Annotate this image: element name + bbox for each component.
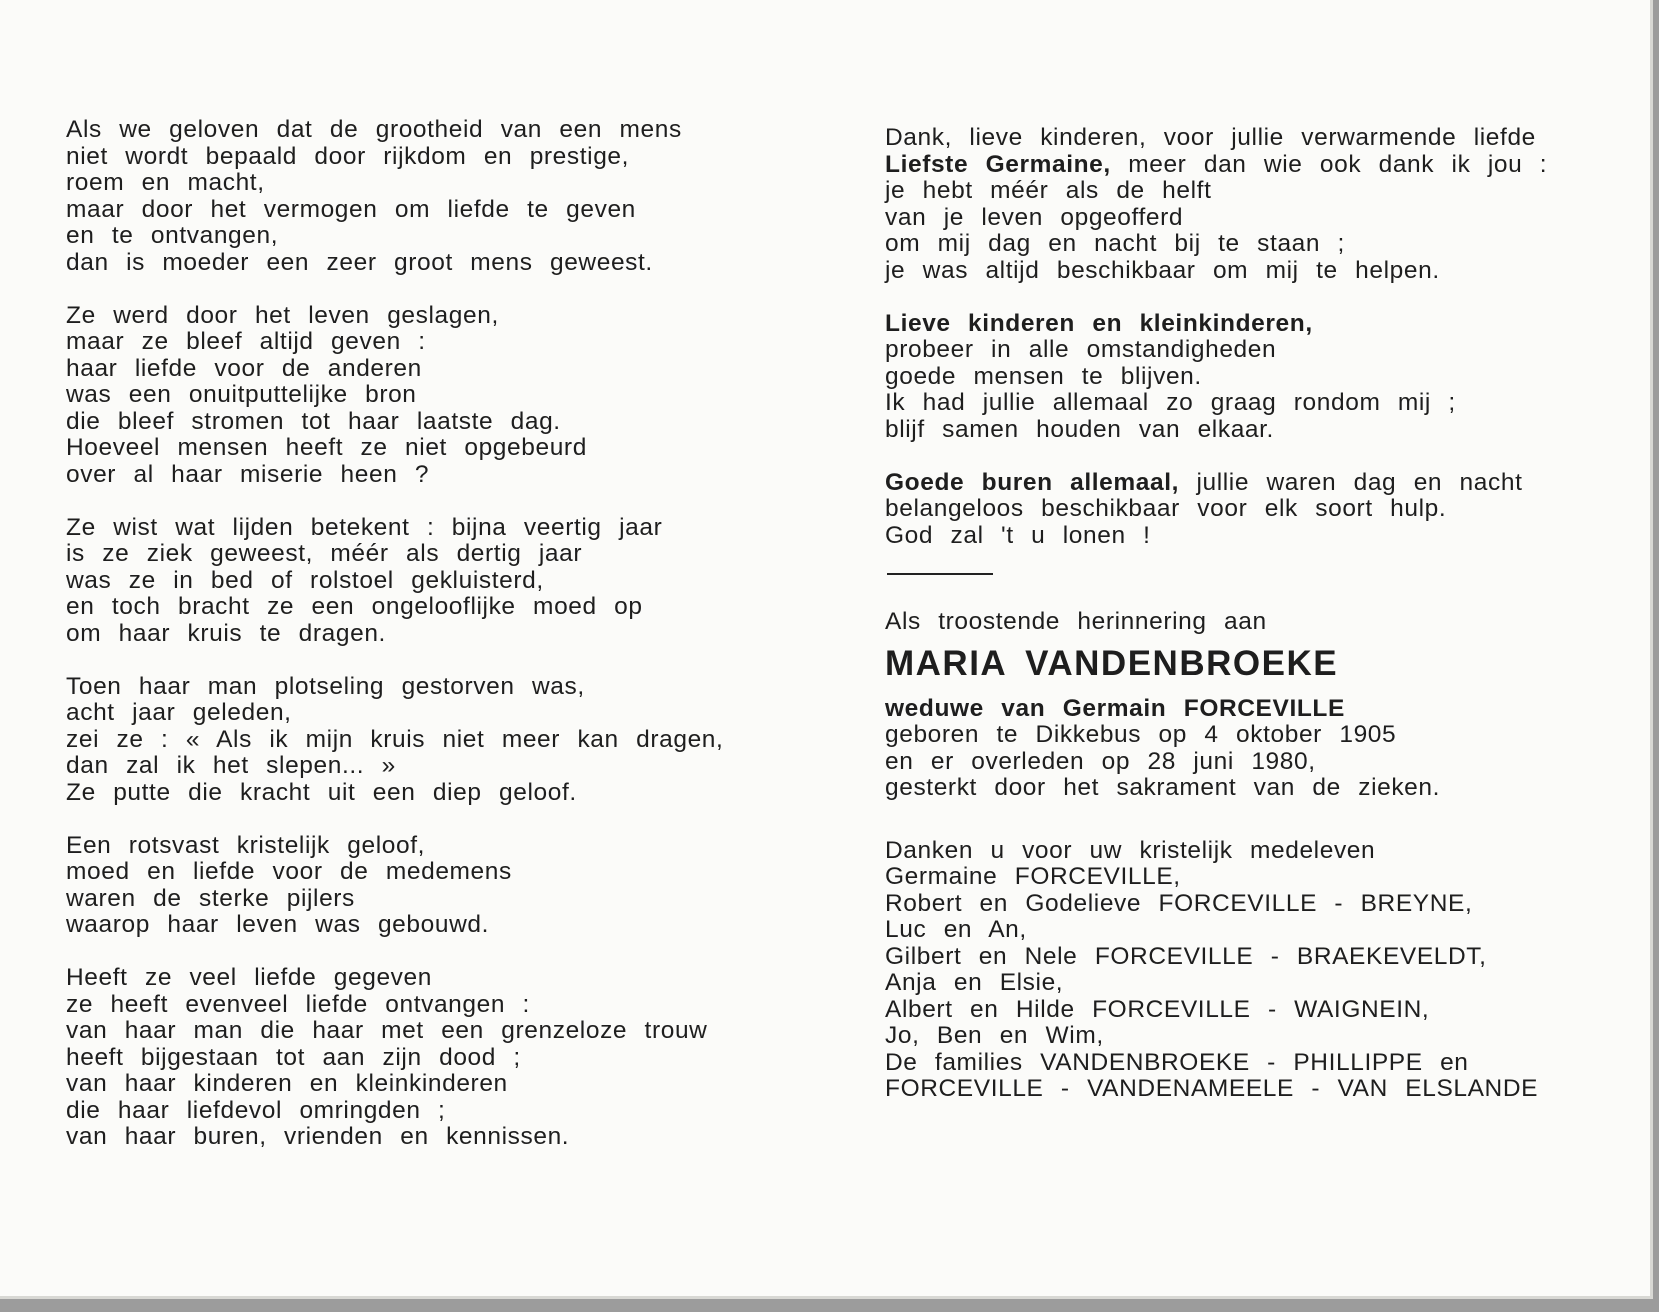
stanza-4 (66, 674, 786, 807)
memorial-block (885, 609, 1605, 802)
text-line: dan zal ik het slepen... » (66, 752, 396, 779)
family-member: Jo, Ben en Wim, (885, 1022, 1104, 1049)
family-member: Anja en Elsie, (885, 969, 1064, 996)
text-line: gesterkt door het sakrament van de zieken. (885, 774, 1441, 801)
separator-rule (887, 573, 993, 575)
text-line: acht jaar geleden, (66, 699, 292, 726)
text-line: zei ze : « Als ik mijn kruis niet meer kan dragen, (66, 725, 724, 753)
text-line: Als we geloven dat de grootheid van een mens (66, 116, 682, 143)
stanza-3 (66, 515, 786, 648)
text-line: en er overleden op 28 juni 1980, (885, 747, 1316, 775)
text-line: was ze in bed of rolstoel gekluisterd, (66, 566, 544, 594)
text-line: Dank, lieve kinderen, voor jullie verwarmende liefde (885, 124, 1536, 151)
grandchildren-block (885, 311, 1605, 444)
text-line: Een rotsvast kristelijk geloof, (66, 831, 426, 859)
widow-line (885, 696, 1605, 723)
text-line: niet wordt bepaald door rijkdom en prestige, (66, 142, 630, 170)
text-line: heeft bijgestaan tot aan zijn dood ; (66, 1043, 521, 1071)
text-line: van haar buren, vrienden en kennissen. (66, 1123, 570, 1150)
text-line: probeer in alle omstandigheden (885, 336, 1277, 363)
stanza-gap (885, 802, 1605, 838)
text-line: waarop haar leven was gebouwd. (66, 911, 490, 938)
family-member: Luc en An, (885, 916, 1027, 943)
text-line: Ze wist wat lijden betekent : bijna veertig jaar (66, 513, 663, 541)
neighbours-block (885, 470, 1605, 550)
stanza-1 (66, 117, 786, 276)
text-line: goede mensen te blijven. (885, 362, 1202, 390)
text-line: maar ze bleef altijd geven : (66, 328, 426, 355)
memorial-intro: Als troostende herinnering aan (885, 608, 1267, 635)
stanza-gap (66, 276, 786, 303)
thanks-children-block (885, 125, 1605, 284)
text-line: die haar liefdevol omringden ; (66, 1096, 446, 1124)
text-line: om haar kruis te dragen. (66, 619, 386, 647)
text-line: over al haar miserie heen ? (66, 460, 430, 488)
text-line: om mij dag en nacht bij te staan ; (885, 230, 1345, 257)
widow-prefix: weduwe van Germain (885, 694, 1167, 722)
text-line: van je leven opgeofferd (885, 203, 1184, 231)
text-line: Ze werd door het leven geslagen, (66, 301, 499, 329)
stanza-5 (66, 833, 786, 939)
text-line: Ik had jullie allemaal zo graag rondom mij ; (885, 389, 1456, 416)
stanza-gap (885, 284, 1605, 311)
family-member: FORCEVILLE - VANDENAMEELE - VAN ELSLANDE (885, 1075, 1539, 1102)
family-thanks-block (885, 838, 1605, 1103)
text-line: Toen haar man plotseling gestorven was, (66, 672, 585, 700)
text-line: waren de sterke pijlers (66, 884, 355, 912)
text-line: moed en liefde voor de medemens (66, 858, 512, 885)
text-line: geboren te Dikkebus op 4 oktober 1905 (885, 721, 1397, 748)
text-line: is ze ziek geweest, méér als dertig jaar (66, 540, 583, 567)
stanza-gap (66, 939, 786, 966)
addressee-germaine: Liefste Germaine, (885, 150, 1111, 178)
text-line: van haar man die haar met een grenzeloze trouw (66, 1017, 708, 1044)
text-line: roem en macht, (66, 169, 265, 196)
text-line: God zal 't u lonen ! (885, 521, 1151, 549)
family-member: Albert en Hilde FORCEVILLE - WAIGNEIN, (885, 995, 1430, 1023)
stanza-gap (885, 443, 1605, 470)
stanza-6 (66, 965, 786, 1151)
text-fragment: jullie waren dag en nacht (1179, 468, 1523, 496)
text-line: maar door het vermogen om liefde te geven (66, 195, 636, 223)
text-line: je hebt méér als de helft (885, 177, 1212, 204)
text-line: Ze putte die kracht uit een diep geloof. (66, 778, 577, 806)
text-line: ze heeft evenveel liefde ontvangen : (66, 990, 530, 1018)
stanza-gap (66, 488, 786, 515)
family-thanks-intro: Danken u voor uw kristelijk medeleven (885, 836, 1376, 864)
text-line: en te ontvangen, (66, 222, 279, 249)
family-member: Germaine FORCEVILLE, (885, 863, 1181, 890)
stanza-2 (66, 303, 786, 489)
stanza-gap (66, 806, 786, 833)
stanza-gap (66, 647, 786, 674)
deceased-name: MARIA VANDENBROEKE (885, 643, 1339, 683)
text-line: die bleef stromen tot haar laatste dag. (66, 407, 561, 435)
neighbours-heading: Goede buren allemaal, (885, 468, 1180, 496)
text-line: belangeloos beschikbaar voor elk soort hulp. (885, 495, 1447, 522)
text-line: je was altijd beschikbaar om mij te helpen. (885, 256, 1440, 284)
widow-surname: FORCEVILLE (1183, 694, 1345, 722)
text-line: blijf samen houden van elkaar. (885, 415, 1274, 443)
family-member: Gilbert en Nele FORCEVILLE - BRAEKEVELDT, (885, 942, 1487, 970)
family-member: Robert en Godelieve FORCEVILLE - BREYNE, (885, 889, 1473, 917)
text-line: van haar kinderen en kleinkinderen (66, 1070, 508, 1097)
grandchildren-heading: Lieve kinderen en kleinkinderen, (885, 309, 1313, 337)
family-member: De families VANDENBROEKE - PHILLIPPE en (885, 1048, 1469, 1076)
text-fragment: meer dan wie ook dank ik jou : (1110, 150, 1548, 178)
text-line (885, 152, 1605, 179)
text-line: dan is moeder een zeer groot mens geweest. (66, 248, 653, 276)
text-line: Hoeveel mensen heeft ze niet opgebeurd (66, 434, 587, 461)
text-line (885, 470, 1605, 497)
text-line: en toch bracht ze een ongelooflijke moed op (66, 593, 643, 620)
text-line: haar liefde voor de anderen (66, 354, 422, 382)
right-column (885, 125, 1605, 1103)
text-line: was een onuitputtelijke bron (66, 381, 417, 408)
left-column (66, 117, 786, 1151)
text-line: Heeft ze veel liefde gegeven (66, 964, 432, 991)
